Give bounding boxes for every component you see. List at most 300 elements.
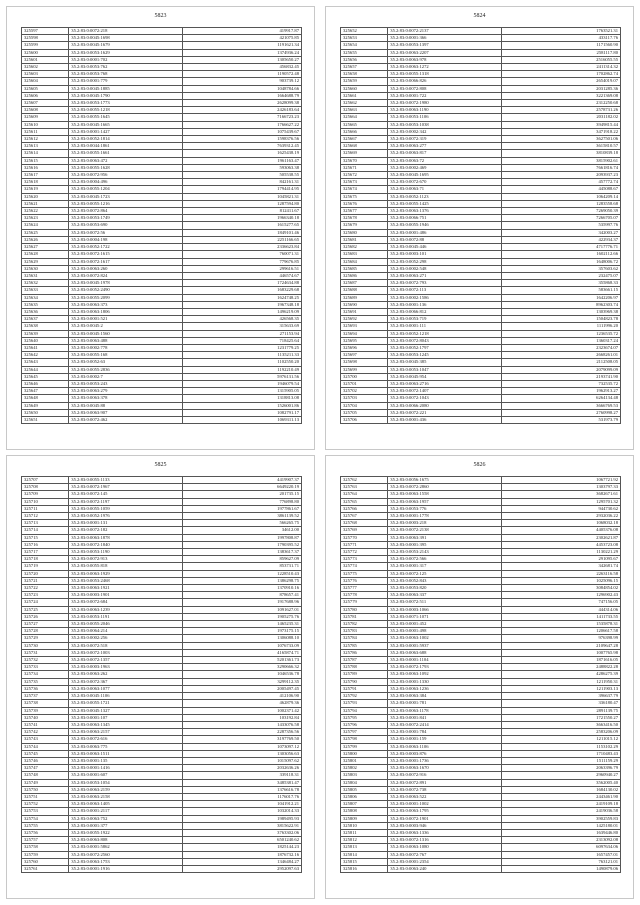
code-cell: 35.2:83:0:0001:136 [388, 301, 502, 308]
amount-cell: 342681.74 [501, 563, 620, 570]
code-cell: 35.2:83:0:0063:907 [69, 409, 183, 416]
table-row [22, 865, 302, 872]
code-cell: 35.2:83:0:0063:262 [69, 671, 183, 678]
amount-cell: 3861139.52 [182, 513, 301, 520]
amount-cell: 1171560.90 [501, 42, 620, 49]
code-cell: 35.2:83:0:0001:841 [388, 714, 502, 721]
amount-cell: 2323674.07 [501, 344, 620, 351]
row-id-cell: 325753 [22, 808, 69, 815]
amount-cell: 1315905.05 [182, 388, 301, 395]
code-cell: 35.2:83:0:0053:1047 [388, 366, 502, 373]
table-row [22, 649, 302, 656]
amount-cell: 446574.67 [182, 272, 301, 279]
row-id-cell: 325710 [22, 498, 69, 505]
row-id-cell: 325798 [341, 736, 388, 743]
table-row [341, 200, 621, 207]
table-row [22, 484, 302, 491]
amount-cell: 1724634.88 [182, 280, 301, 287]
row-id-cell: 325600 [22, 49, 69, 56]
table-row [22, 743, 302, 750]
row-id-cell: 325680 [341, 229, 388, 236]
row-id-cell: 325611 [22, 128, 69, 135]
row-id-cell: 325636 [22, 308, 69, 315]
row-id-cell: 325729 [22, 635, 69, 642]
amount-cell: 1966340.18 [182, 215, 301, 222]
row-id-cell: 325739 [22, 707, 69, 714]
code-cell: 35.2:83:0:0055:1133 [69, 477, 183, 484]
row-id-cell: 325809 [341, 815, 388, 822]
amount-cell: 3299112.35 [182, 678, 301, 685]
row-id-cell: 325647 [22, 388, 69, 395]
table-row [341, 308, 621, 315]
row-id-cell: 325608 [22, 107, 69, 114]
amount-cell: 1871616.05 [501, 657, 620, 664]
amount-cell: 1490879.06 [501, 865, 620, 872]
table-row [341, 534, 621, 541]
table-row [22, 671, 302, 678]
data-table [21, 27, 302, 424]
amount-cell: 1876732.16 [182, 851, 301, 858]
row-id-cell: 325737 [22, 693, 69, 700]
code-cell: 35.2:83:0:0072:1316 [388, 837, 502, 844]
code-cell: 35.2:83:0:0063:373 [69, 301, 183, 308]
row-id-cell: 325656 [341, 56, 388, 63]
code-cell: 35.2:83:0:0063:488 [69, 337, 183, 344]
amount-cell: 2263116.58 [501, 570, 620, 577]
table-row [22, 721, 302, 728]
table-row [341, 527, 621, 534]
row-id-cell: 325629 [22, 258, 69, 265]
table-row [341, 229, 621, 236]
code-cell: 35.2:83:0:0055:1721 [69, 700, 183, 707]
amount-cell: 2193741.90 [501, 373, 620, 380]
row-id-cell: 325650 [22, 409, 69, 416]
amount-cell: 1069311.13 [182, 416, 301, 423]
row-id-cell: 325675 [341, 193, 388, 200]
table-row [22, 635, 302, 642]
row-id-cell: 325628 [22, 251, 69, 258]
code-cell: 35.2:83:0:0072:956 [69, 172, 183, 179]
row-id-cell: 325615 [22, 157, 69, 164]
code-cell: 35.2:83:0:0072:1615 [69, 251, 183, 258]
code-cell: 35.2:83:0:0063:1080 [388, 844, 502, 851]
code-cell: 35.2:83:0:0052:1218 [388, 330, 502, 337]
code-cell: 35.2:83:0:0072:1357 [69, 657, 183, 664]
code-cell: 35.2:83:0:0055:168 [69, 352, 183, 359]
document-page-1 [6, 6, 315, 450]
amount-cell: 2336623.84 [182, 244, 301, 251]
amount-cell: 2005497.45 [182, 685, 301, 692]
row-id-cell: 325705 [341, 409, 388, 416]
code-cell: 35.2:83:0:0072:145 [69, 491, 183, 498]
amount-cell: 5201361.73 [182, 657, 301, 664]
code-cell: 35.2:83:0:0052:1797 [388, 344, 502, 351]
table-row [341, 215, 621, 222]
code-cell: 35.2:83:0:0063:1077 [69, 685, 183, 692]
row-id-cell: 325774 [341, 563, 388, 570]
table-row [341, 585, 621, 592]
code-cell: 35.2:83:0:0055:1204 [69, 186, 183, 193]
code-cell: 35.2:83:0:0064:214 [69, 628, 183, 635]
row-id-cell: 325785 [341, 642, 388, 649]
table-row [341, 520, 621, 527]
row-id-cell: 325660 [341, 85, 388, 92]
row-id-cell: 325642 [22, 352, 69, 359]
row-id-cell: 325664 [341, 114, 388, 121]
code-cell: 35.2:83:0:0055:2046 [69, 621, 183, 628]
amount-cell: 2426183.64 [182, 107, 301, 114]
code-cell: 35.2:83:0:0001:107 [69, 714, 183, 721]
row-id-cell: 325816 [341, 865, 388, 872]
code-cell: 35.2:83:0:0063:2158 [69, 793, 183, 800]
code-cell: 35.2:83:0:0066:812 [388, 308, 502, 315]
amount-cell: 7269050.39 [501, 208, 620, 215]
amount-cell: 4419907.37 [182, 477, 301, 484]
table-row [22, 85, 302, 92]
row-id-cell: 325796 [341, 721, 388, 728]
amount-cell: 3471918.22 [501, 128, 620, 135]
table-row [22, 208, 302, 215]
row-id-cell: 325644 [22, 366, 69, 373]
code-cell: 35.2:83:0:0053:1773 [69, 100, 183, 107]
row-id-cell: 325807 [341, 801, 388, 808]
amount-cell: 505538.55 [182, 172, 301, 179]
code-cell: 35.2:83:0:0063:1957 [388, 498, 502, 505]
code-cell: 35.2:83:0:0001:779 [69, 78, 183, 85]
amount-cell: 336180.47 [501, 700, 620, 707]
code-cell: 35.2:83:0:0063:277 [388, 143, 502, 150]
code-cell: 35.2:83:0:0063:72 [388, 157, 502, 164]
row-id-cell: 325653 [341, 35, 388, 42]
amount-cell: 1504823.78 [501, 316, 620, 323]
row-id-cell: 325721 [22, 577, 69, 584]
table-row [22, 251, 302, 258]
amount-cell: 1657457.01 [501, 851, 620, 858]
table-row [22, 416, 302, 423]
row-id-cell: 325762 [341, 477, 388, 484]
amount-cell: 1153102.29 [501, 743, 620, 750]
table-row [341, 657, 621, 664]
code-cell: 35.2:83:0:0053:719 [388, 316, 502, 323]
table-row [22, 606, 302, 613]
table-row [341, 779, 621, 786]
amount-cell: 531973.79 [501, 416, 620, 423]
table-row [22, 222, 302, 229]
amount-cell: 2302621.87 [501, 534, 620, 541]
amount-cell: 421075.85 [182, 35, 301, 42]
code-cell: 35.2:83:0:0045:88 [69, 402, 183, 409]
amount-cell: 1306088.10 [182, 635, 301, 642]
code-cell: 35.2:83:0:0063:752 [69, 815, 183, 822]
table-row [341, 829, 621, 836]
row-id-cell: 325790 [341, 678, 388, 685]
row-id-cell: 325635 [22, 301, 69, 308]
row-id-cell: 325755 [22, 822, 69, 829]
amount-cell: 1082791.17 [182, 409, 301, 416]
data-table [21, 476, 302, 873]
amount-cell: 2419036.58 [501, 808, 620, 815]
row-id-cell: 325738 [22, 700, 69, 707]
row-id-cell: 325784 [341, 635, 388, 642]
amount-cell: 776898.80 [182, 498, 301, 505]
amount-cell: 3810839.18 [501, 150, 620, 157]
amount-cell: 1102550.20 [182, 359, 301, 366]
code-cell: 35.2:83:0:0001:1416 [69, 765, 183, 772]
code-cell: 35.2:83:0:0052:1814 [69, 136, 183, 143]
amount-cell: 1206617.58 [501, 628, 620, 635]
amount-cell: 1946079.54 [182, 380, 301, 387]
row-id-cell: 325759 [22, 851, 69, 858]
table-row [341, 172, 621, 179]
amount-cell: 2031285.36 [501, 85, 620, 92]
amount-cell: 3815902.61 [501, 157, 620, 164]
row-id-cell: 325639 [22, 330, 69, 337]
amount-cell: 5976131.56 [182, 373, 301, 380]
code-cell: 35.2:83:0:0063:71 [388, 186, 502, 193]
code-cell: 35.2:83:0:0072:1980 [388, 100, 502, 107]
code-cell: 35.2:83:0:0001:486 [388, 229, 502, 236]
code-cell: 35.2:83:0:0001:521 [69, 316, 183, 323]
table-row [341, 136, 621, 143]
row-id-cell: 325655 [341, 49, 388, 56]
table-row [341, 707, 621, 714]
amount-cell: 1303797.33 [501, 484, 620, 491]
code-cell: 35.2:83:0:0001:131 [69, 520, 183, 527]
code-cell: 35.2:83:0:0045:1695 [388, 172, 502, 179]
amount-cell: 1721550.27 [501, 714, 620, 721]
amount-cell: 201735.15 [182, 491, 301, 498]
table-row [22, 822, 302, 829]
table-row [22, 395, 302, 402]
amount-cell: 3666769.53 [501, 402, 620, 409]
amount-cell: 763121.01 [501, 858, 620, 865]
table-row [22, 549, 302, 556]
amount-cell: 2109647.28 [501, 642, 620, 649]
table-row [22, 409, 302, 416]
row-id-cell: 325776 [341, 577, 388, 584]
code-cell: 35.2:83:0:0053:2143 [388, 549, 502, 556]
row-id-cell: 325657 [341, 64, 388, 71]
code-cell: 35.2:83:0:0063:1878 [69, 534, 183, 541]
row-id-cell: 325814 [341, 851, 388, 858]
row-id-cell: 325689 [341, 294, 388, 301]
code-cell: 35.2:83:0:0053:1397 [388, 42, 502, 49]
table-row [341, 380, 621, 387]
code-cell: 35.2:83:0:0003:876 [388, 750, 502, 757]
row-id-cell: 325599 [22, 42, 69, 49]
row-id-cell: 325806 [341, 793, 388, 800]
table-row [22, 150, 302, 157]
table-row [341, 808, 621, 815]
row-id-cell: 325794 [341, 707, 388, 714]
table-row [341, 330, 621, 337]
row-id-cell: 325771 [341, 541, 388, 548]
table-row [341, 685, 621, 692]
code-cell: 35.2:83:0:0002:7 [69, 373, 183, 380]
row-id-cell: 325722 [22, 585, 69, 592]
table-row [22, 265, 302, 272]
table-row [341, 222, 621, 229]
amount-cell: 462879.36 [182, 700, 301, 707]
table-row [341, 395, 621, 402]
code-cell: 35.2:83:0:0001:5937 [388, 642, 502, 649]
amount-cell: 747156.05 [501, 599, 620, 606]
amount-cell: 1211015.12 [501, 736, 620, 743]
code-cell: 35.2:83:0:0072:793 [388, 280, 502, 287]
row-id-cell: 325601 [22, 56, 69, 63]
table-row [22, 858, 302, 865]
table-row [341, 556, 621, 563]
amount-cell: 3562005.40 [501, 779, 620, 786]
table-row [22, 837, 302, 844]
table-row [341, 649, 621, 656]
code-cell: 35.2:83:0:0063:1272 [388, 64, 502, 71]
row-id-cell: 325666 [341, 128, 388, 135]
row-id-cell: 325803 [341, 772, 388, 779]
table-row [22, 287, 302, 294]
code-cell: 35.2:83:0:0001:784 [388, 729, 502, 736]
amount-cell: 1007765.98 [501, 649, 620, 656]
code-cell: 35.2:83:0:0001:135 [69, 757, 183, 764]
amount-cell: 445088.67 [501, 186, 620, 193]
row-id-cell: 325728 [22, 628, 69, 635]
row-id-cell: 325604 [22, 78, 69, 85]
amount-cell: 1303056.63 [182, 750, 301, 757]
table-row [22, 556, 302, 563]
amount-cell: 1236535.72 [501, 330, 620, 337]
code-cell: 35.2:83:0:0063:1670 [388, 765, 502, 772]
code-cell: 35.2:83:0:0071:1071 [388, 613, 502, 620]
code-cell: 35.2:83:0:0001:111 [388, 323, 502, 330]
row-id-cell: 325761 [22, 865, 69, 872]
row-id-cell: 325800 [341, 750, 388, 757]
code-cell: 35.2:83:0:0072:1967 [69, 484, 183, 491]
table-row [341, 750, 621, 757]
amount-cell: 1045821.31 [182, 193, 301, 200]
table-row [341, 642, 621, 649]
row-id-cell: 325787 [341, 657, 388, 664]
code-cell: 35.2:83:0:0072:891 [388, 779, 502, 786]
table-row [341, 100, 621, 107]
amount-cell: 1190572.48 [182, 71, 301, 78]
amount-cell: 2628099.38 [182, 100, 301, 107]
code-cell: 35.2:83:0:0001:377 [69, 822, 183, 829]
table-row [22, 244, 302, 251]
amount-cell: 878657.41 [182, 592, 301, 599]
table-row [341, 491, 621, 498]
amount-cell: 1091627.01 [182, 606, 301, 613]
row-id-cell: 325640 [22, 337, 69, 344]
amount-cell: 1075439.67 [182, 128, 301, 135]
table-row [22, 729, 302, 736]
row-id-cell: 325745 [22, 750, 69, 757]
amount-cell: 718425.64 [182, 337, 301, 344]
code-cell: 35.2:83:0:0072:1407 [388, 388, 502, 395]
row-id-cell: 325812 [341, 837, 388, 844]
code-cell: 35.2:83:0:0072:1901 [388, 815, 502, 822]
code-cell: 35.2:83:0:0045:385 [388, 359, 502, 366]
row-id-cell: 325740 [22, 714, 69, 721]
amount-cell: 412106.90 [182, 693, 301, 700]
amount-cell: 812411.67 [182, 208, 301, 215]
row-id-cell: 325757 [22, 837, 69, 844]
table-row [341, 765, 621, 772]
document-page-4 [325, 455, 634, 899]
table-row [341, 244, 621, 251]
row-id-cell: 325649 [22, 402, 69, 409]
table-row [22, 186, 302, 193]
table-row [341, 801, 621, 808]
amount-cell: 6264134.48 [501, 395, 620, 402]
table-row [341, 700, 621, 707]
amount-cell: 7661816.74 [501, 164, 620, 171]
code-cell: 35.2:83:0:0063:1106 [388, 743, 502, 750]
row-id-cell: 325779 [341, 599, 388, 606]
amount-cell: 3615810.57 [501, 143, 620, 150]
code-cell: 35.2:83:0:0072:367 [69, 678, 183, 685]
code-cell: 35.2:83:0:0045:1106 [69, 693, 183, 700]
row-id-cell: 325733 [22, 664, 69, 671]
amount-cell: 1962913.27 [501, 388, 620, 395]
table-row [22, 491, 302, 498]
table-row [22, 28, 302, 35]
amount-cell: 3949815.44 [501, 121, 620, 128]
code-cell: 35.2:83:0:0052:298 [388, 258, 502, 265]
amount-cell: 1664688.79 [182, 92, 301, 99]
row-id-cell: 325671 [341, 164, 388, 171]
amount-cell: 1283558.68 [501, 200, 620, 207]
table-row [22, 772, 302, 779]
row-id-cell: 325708 [22, 484, 69, 491]
code-cell: 35.2:83:0:0055:2099 [69, 294, 183, 301]
table-row [22, 380, 302, 387]
amount-cell: 4453723.08 [501, 541, 620, 548]
code-cell: 35.2:83:0:0002:256 [69, 635, 183, 642]
code-cell: 35.2:83:0:0072:916 [388, 772, 502, 779]
code-cell: 35.2:83:0:0072:2560 [69, 851, 183, 858]
table-row [22, 685, 302, 692]
amount-cell: 1041912.21 [182, 801, 301, 808]
table-row [22, 352, 302, 359]
row-id-cell: 325702 [341, 388, 388, 395]
code-cell: 35.2:83:0:0056:1675 [388, 477, 502, 484]
code-cell: 35.2:83:0:0002:342 [388, 128, 502, 135]
code-cell: 35.2:83:0:0002:548 [388, 265, 502, 272]
row-id-cell: 325751 [22, 793, 69, 800]
amount-cell: 7166723.23 [182, 114, 301, 121]
amount-cell: 2032636.26 [182, 765, 301, 772]
code-cell: 35.2:83:0:0072:125 [388, 570, 502, 577]
row-id-cell: 325684 [341, 258, 388, 265]
amount-cell: 1048784.66 [182, 85, 301, 92]
code-cell: 35.2:83:0:0052:843 [388, 577, 502, 584]
table-row [341, 316, 621, 323]
row-id-cell: 325758 [22, 844, 69, 851]
row-id-cell: 325651 [22, 416, 69, 423]
row-id-cell: 325659 [341, 78, 388, 85]
amount-cell: 444314.06 [501, 606, 620, 613]
row-id-cell: 325685 [341, 265, 388, 272]
amount-cell: 903739.12 [182, 78, 301, 85]
code-cell: 35.2:83:0:0072:1043 [388, 395, 502, 402]
table-row [341, 78, 621, 85]
code-cell: 35.2:83:0:0063:1405 [69, 801, 183, 808]
code-cell: 35.2:83:0:0053:243 [69, 380, 183, 387]
table-row [341, 388, 621, 395]
table-row [22, 736, 302, 743]
code-cell: 35.2:83:0:0001:1427 [69, 128, 183, 135]
row-id-cell: 325693 [341, 323, 388, 330]
